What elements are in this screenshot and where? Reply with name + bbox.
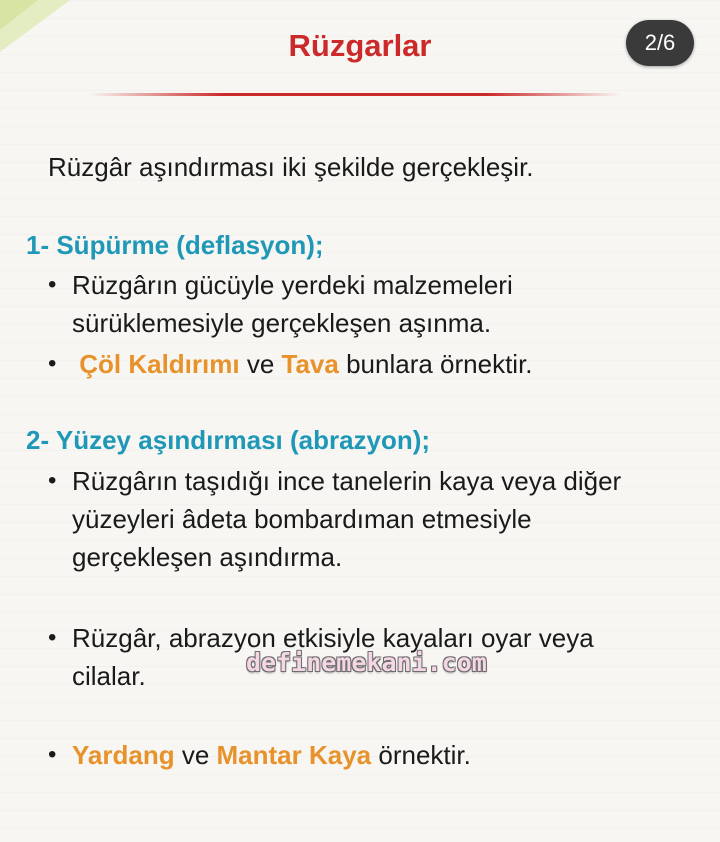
bullet-dot-icon: • <box>48 741 57 768</box>
term-mantar-kaya: Mantar Kaya <box>216 740 372 770</box>
bullet-line: Rüzgârın gücüyle yerdeki malzemeleri <box>72 270 513 300</box>
example-suffix: bunlara örnektir. <box>338 349 533 379</box>
title-underline <box>90 93 620 96</box>
bullet-line <box>48 345 533 383</box>
bullet-item <box>48 462 621 576</box>
bullet-item <box>48 266 513 342</box>
bullet-dot-icon: • <box>48 271 57 298</box>
bullet-item <box>48 736 471 774</box>
bullet-line: yüzeyleri âdeta bombardıman etmesiyle <box>72 504 532 534</box>
bullet-line: Rüzgâr, abrazyon etkisiyle kayaları oyar veya <box>72 623 594 653</box>
connector-text: ve <box>239 349 282 379</box>
example-suffix: örnektir. <box>371 740 471 770</box>
watermark-text: definemekani.com <box>246 648 487 677</box>
bullet-dot-icon: • <box>48 624 57 651</box>
intro-text: Rüzgâr aşındırması iki şekilde gerçekleşir. <box>48 152 534 182</box>
bullet-line: sürüklemesiyle gerçekleşen aşınma. <box>72 308 492 338</box>
slide-title: Rüzgarlar <box>288 28 432 63</box>
bullet-item <box>48 345 533 383</box>
term-tava: Tava <box>281 349 339 379</box>
bullet-dot-icon: • <box>48 467 57 494</box>
connector-text: ve <box>174 740 217 770</box>
bullet-line: Rüzgârın taşıdığı ince tanelerin kaya veya diğer <box>72 466 622 496</box>
bullet-line <box>48 736 471 774</box>
bullet-dot-icon: • <box>48 350 57 377</box>
term-col-kaldirimi: Çöl Kaldırımı <box>79 349 240 379</box>
bullet-line: cilalar. <box>72 661 146 691</box>
page-indicator-badge[interactable]: 2/6 <box>626 20 694 66</box>
section-heading-deflation: 1- Süpürme (deflasyon); <box>26 230 324 260</box>
term-yardang: Yardang <box>72 740 175 770</box>
bullet-line: gerçekleşen aşındırma. <box>72 542 343 572</box>
section-heading-abrasion: 2- Yüzey aşındırması (abrazyon); <box>26 425 431 455</box>
